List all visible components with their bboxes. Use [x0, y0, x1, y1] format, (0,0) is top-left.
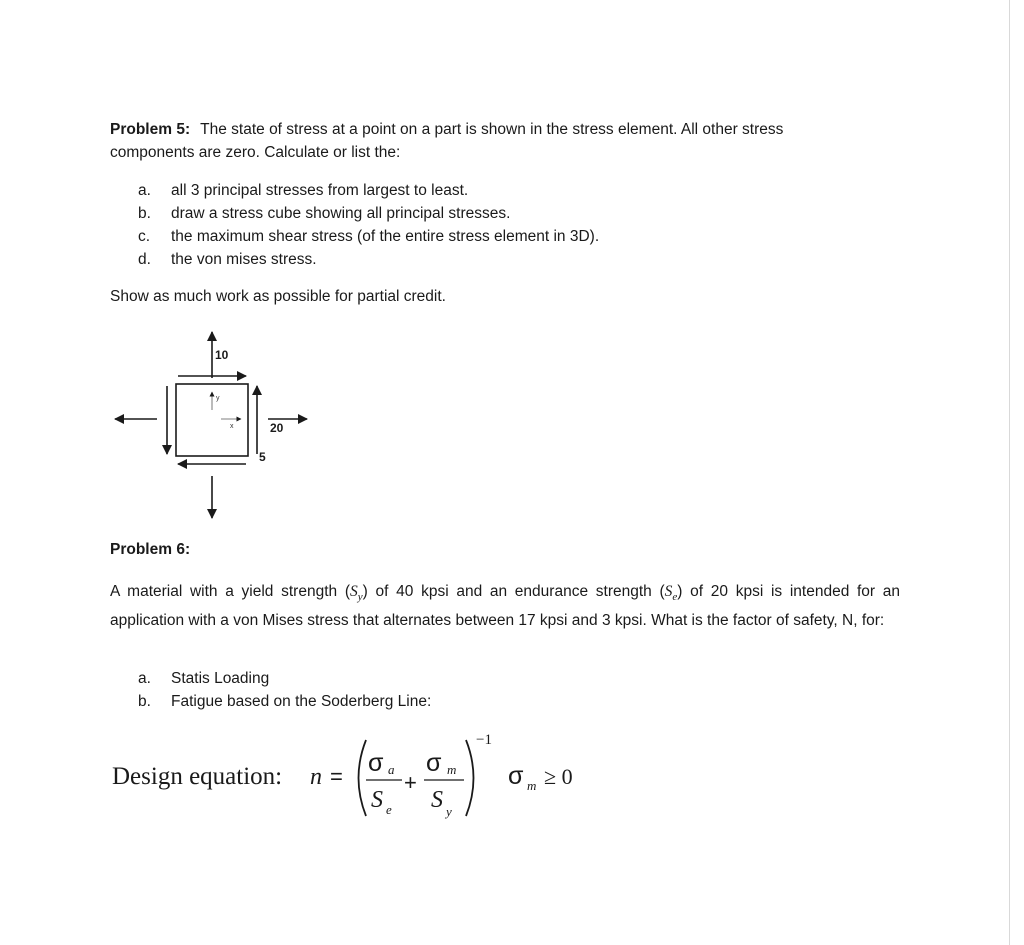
list-text: Fatigue based on the Soderberg Line: [171, 693, 432, 710]
paren-open: ( [344, 583, 351, 600]
list-item [138, 225, 599, 248]
condition-relation: ≥ 0 [544, 764, 573, 789]
problem5-text-line1: The state of stress at a point on a part is shown in the stress element. All other stress [200, 121, 784, 138]
left-paren [359, 740, 367, 816]
list-item [138, 690, 431, 713]
symbol-s: S [350, 583, 358, 600]
sigma-a-subscript: a [388, 762, 395, 777]
equation-equals: = [330, 764, 343, 789]
equation-label: Design equation: [112, 763, 283, 790]
problem5-title: Problem 5: [110, 121, 191, 138]
problem6-statement [110, 580, 900, 633]
list-marker: b. [138, 693, 151, 710]
symbol-sub-y: y [357, 591, 363, 604]
right-paren [466, 740, 474, 816]
sy-symbol [344, 583, 368, 604]
sy-subscript: y [446, 804, 452, 819]
list-text: the maximum shear stress (of the entire stress element in 3D). [171, 228, 600, 245]
list-marker: c. [138, 228, 151, 245]
condition-sigma: σ [508, 762, 524, 790]
list-text: all 3 principal stresses from largest to least. [171, 182, 469, 199]
axis-y-label: y [216, 395, 220, 402]
se-symbol [659, 583, 683, 604]
problem5-text-line2: components are zero. Calculate or list the: [110, 144, 401, 161]
stress-element-figure [100, 320, 330, 525]
list-item [138, 179, 599, 202]
problem5-statement [110, 118, 910, 164]
problem6-text-a: A material with a yield strength [110, 583, 338, 600]
design-equation [110, 728, 610, 823]
equation-exponent: −1 [476, 732, 492, 748]
list-marker: a. [138, 670, 151, 687]
list-item [138, 667, 431, 690]
se-denominator: S [371, 787, 383, 813]
problem6-text-b: of 40 kpsi and an endurance strength [375, 583, 652, 600]
sigma-m-subscript: m [447, 762, 457, 777]
symbol-s: S [664, 583, 673, 600]
list-marker: a. [138, 182, 151, 199]
problem6-text-c: of 20 kpsi is intended for an application with a von Mises stress that alternates between 17 kpsi and 3 kpsi. What is the factor of safety, N, for: [110, 583, 901, 630]
se-subscript: e [386, 802, 392, 817]
normal-stress-y-label: 10 [215, 348, 229, 362]
paren-close: ) [362, 583, 368, 600]
list-marker: b. [138, 205, 151, 222]
symbol-sub-e: e [672, 591, 678, 604]
shear-stress-label: 5 [259, 450, 266, 464]
partial-credit-note: Show as much work as possible for partial credit. [110, 288, 446, 305]
list-text: the von mises stress. [171, 251, 317, 268]
problem5-list [138, 179, 599, 271]
problem6-title: Problem 6: [110, 541, 191, 558]
list-item [138, 248, 599, 271]
list-text: Statis Loading [171, 670, 270, 687]
list-text: draw a stress cube showing all principal stresses. [171, 205, 511, 222]
sigma-m-symbol: σ [426, 749, 442, 777]
equation-plus: + [404, 770, 417, 795]
axis-x-label: x [230, 423, 234, 430]
page-edge [1009, 0, 1010, 945]
paren-open: ( [659, 583, 665, 600]
equation-n: n [310, 764, 322, 790]
normal-stress-x-label: 20 [270, 421, 284, 435]
sy-denominator: S [431, 787, 443, 813]
paren-close: ) [677, 583, 683, 600]
list-item [138, 202, 599, 225]
list-marker: d. [138, 251, 151, 268]
problem6-list [138, 667, 431, 713]
sigma-a-symbol: σ [368, 749, 384, 777]
condition-subscript: m [527, 778, 537, 793]
